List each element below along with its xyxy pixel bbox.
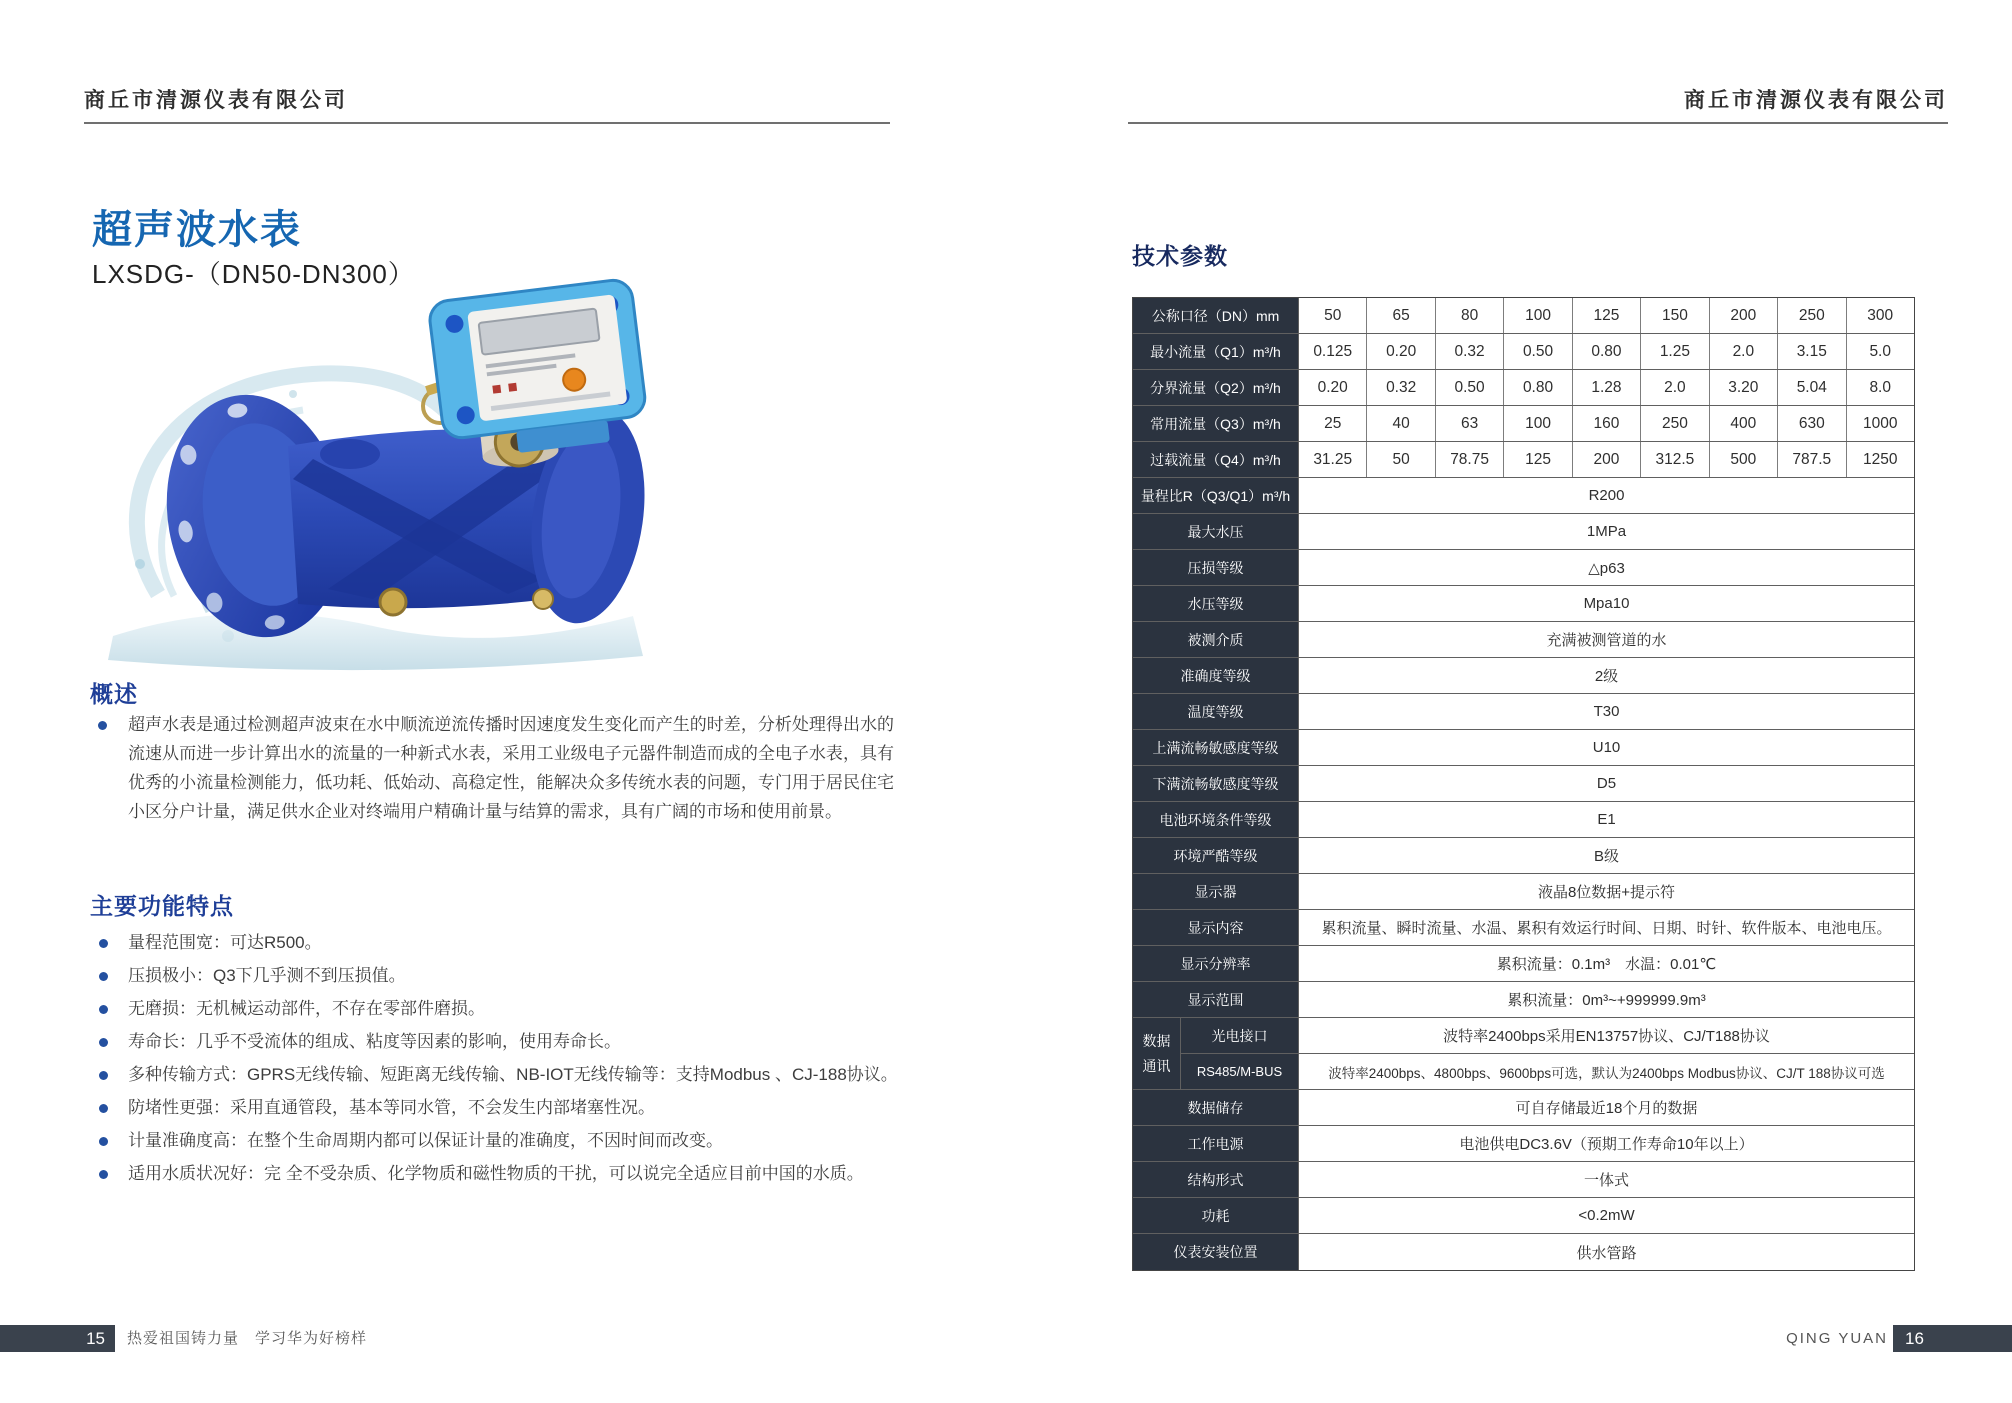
spec-row-label: 数据储存	[1133, 1090, 1299, 1125]
overview-block	[98, 710, 898, 826]
table-row	[1133, 586, 1914, 622]
product-photo	[88, 264, 658, 676]
footer-brand: QING YUAN	[1786, 1330, 1888, 1347]
spec-cell: 0.50	[1504, 334, 1572, 369]
spec-cell: 400	[1710, 406, 1778, 441]
table-row	[1133, 982, 1914, 1018]
table-row	[1133, 370, 1914, 406]
spec-cell: 787.5	[1778, 442, 1846, 477]
spec-row-label: 最小流量（Q1）m³/h	[1133, 334, 1299, 369]
spec-cell: 125	[1573, 298, 1641, 333]
spec-cell: 2.0	[1710, 334, 1778, 369]
spec-cell: 1250	[1862, 450, 1898, 468]
spec-row-label: 最大水压	[1133, 514, 1299, 549]
table-row	[1133, 622, 1914, 658]
feature-item: 无磨损：无机械运动部件，不存在零部件磨损。	[98, 994, 898, 1024]
spec-row-label: 压损等级	[1133, 550, 1299, 585]
spec-row-label: 光电接口	[1181, 1018, 1299, 1053]
page-number-left: 15	[0, 1325, 115, 1352]
spec-cell: 一体式	[1583, 1172, 1629, 1189]
feature-item: 寿命长：几乎不受流体的组成、粘度等因素的影响，使用寿命长。	[98, 1027, 898, 1057]
group-label-line: 数据	[1142, 1033, 1171, 1049]
table-row	[1133, 946, 1914, 982]
spec-cell: 5.0	[1869, 342, 1891, 360]
table-row	[1181, 1054, 1914, 1089]
spec-row-label: 被测介质	[1133, 622, 1299, 657]
overview-heading: 概述	[90, 681, 138, 707]
spec-cell: T30	[1593, 703, 1620, 720]
spec-cell: 0.80	[1573, 334, 1641, 369]
spec-cell: 500	[1710, 442, 1778, 477]
spec-cell: 125	[1504, 442, 1572, 477]
product-title: 超声波水表	[92, 208, 302, 252]
spec-cell: E1	[1597, 811, 1616, 828]
table-row	[1133, 730, 1914, 766]
table-row	[1133, 1162, 1914, 1198]
table-row	[1133, 442, 1914, 478]
spec-cell: 0.32	[1367, 370, 1435, 405]
spec-cell: 充满被测管道的水	[1546, 632, 1667, 649]
table-row	[1133, 1090, 1914, 1126]
spec-cell: Mpa10	[1583, 595, 1630, 612]
spec-row-label: 环境严酷等级	[1133, 838, 1299, 873]
group-label-line: 通讯	[1142, 1058, 1171, 1074]
spec-cell: 78.75	[1436, 442, 1504, 477]
feature-item: 计量准确度高：在整个生命周期内都可以保证计量的准确度，不因时间而改变。	[98, 1126, 898, 1156]
features-list	[98, 928, 898, 1192]
spec-cell: 200	[1573, 442, 1641, 477]
spec-cell: 150	[1641, 298, 1709, 333]
table-row	[1133, 406, 1914, 442]
spec-cell: R200	[1588, 487, 1625, 504]
spec-cell: 50	[1367, 442, 1435, 477]
spec-row-label: 仪表安装位置	[1133, 1234, 1299, 1270]
spec-cell: 65	[1367, 298, 1435, 333]
spec-row-label: 公称口径（DN）mm	[1133, 298, 1299, 333]
spec-cell: <0.2mW	[1578, 1207, 1635, 1224]
spec-row-label: 电池环境条件等级	[1133, 802, 1299, 837]
table-row	[1133, 298, 1914, 334]
spec-row-label: 量程比R（Q3/Q1）m³/h	[1133, 478, 1299, 513]
spec-cell: 波特率2400bps、4800bps、9600bps可选，默认为2400bps Modbus协议、CJ/T 188协议可选	[1328, 1065, 1885, 1081]
table-row	[1133, 1234, 1914, 1270]
spec-cell: 300	[1867, 306, 1894, 324]
table-row	[1133, 334, 1914, 370]
spec-cell: 1MPa	[1586, 523, 1627, 540]
bullet-dot	[98, 721, 107, 730]
spec-cell: 8.0	[1869, 378, 1891, 396]
spec-cell: 0.20	[1367, 334, 1435, 369]
spec-cell: 250	[1641, 406, 1709, 441]
spec-cell: △p63	[1588, 559, 1625, 577]
feature-item: 压损极小：Q3下几乎测不到压损值。	[98, 961, 898, 991]
spec-cell: 累积流量、瞬时流量、水温、累积有效运行时间、日期、时针、软件版本、电池电压。	[1321, 920, 1892, 937]
spec-cell: 0.50	[1436, 370, 1504, 405]
header-rule-right	[1128, 122, 1948, 124]
spec-cell: 1000	[1862, 414, 1898, 432]
water-puddle	[108, 613, 643, 670]
spec-row-label: 常用流量（Q3）m³/h	[1133, 406, 1299, 441]
header-rule-left	[84, 122, 890, 124]
spec-row-label: 显示范围	[1133, 982, 1299, 1017]
tech-params-heading: 技术参数	[1132, 243, 1228, 269]
spec-cell: 100	[1504, 406, 1572, 441]
spec-cell: 可自存储最近18个月的数据	[1515, 1100, 1698, 1117]
table-row	[1133, 694, 1914, 730]
spec-row-label: 温度等级	[1133, 694, 1299, 729]
spec-row-label: 显示分辨率	[1133, 946, 1299, 981]
table-row	[1133, 838, 1914, 874]
table-row	[1133, 658, 1914, 694]
spec-cell: 31.25	[1299, 442, 1367, 477]
spec-cell: 0.80	[1504, 370, 1572, 405]
footer-slogan: 热爱祖国铸力量 学习华为好榜样	[127, 1330, 368, 1347]
spec-cell: 电池供电DC3.6V（预期工作寿命10年以上）	[1459, 1136, 1754, 1153]
data-comm-group-label	[1133, 1018, 1181, 1089]
spec-row-label: 准确度等级	[1133, 658, 1299, 693]
spec-cell: 3.20	[1710, 370, 1778, 405]
spec-cell: 0.125	[1299, 334, 1367, 369]
feature-item: 多种传输方式：GPRS无线传输、短距离无线传输、NB-IOT无线传输等：支持Modbus 、CJ-188协议。	[98, 1060, 898, 1090]
spec-row-label: 功耗	[1133, 1198, 1299, 1233]
table-row	[1133, 514, 1914, 550]
spec-cell: 液晶8位数据+提示符	[1537, 884, 1676, 901]
table-row	[1133, 1126, 1914, 1162]
spec-row-label: RS485/M-BUS	[1181, 1054, 1299, 1089]
spec-cell: 供水管路	[1576, 1244, 1637, 1262]
spec-cell: 630	[1778, 406, 1846, 441]
table-row	[1133, 766, 1914, 802]
spec-cell: 5.04	[1778, 370, 1846, 405]
spec-row-label: 下满流畅敏感度等级	[1133, 766, 1299, 801]
company-header-left: 商丘市清源仪表有限公司	[84, 89, 348, 112]
spec-cell: 0.20	[1299, 370, 1367, 405]
table-row	[1181, 1018, 1914, 1054]
spec-cell: 312.5	[1641, 442, 1709, 477]
spec-cell: 1.25	[1641, 334, 1709, 369]
spec-cell: 250	[1778, 298, 1846, 333]
spec-cell: 160	[1573, 406, 1641, 441]
features-heading: 主要功能特点	[90, 893, 234, 919]
spec-row-label: 结构形式	[1133, 1162, 1299, 1197]
overview-text: 超声水表是通过检测超声波束在水中顺流逆流传播时因速度发生变化而产生的时差，分析处理得出水的流速从而进一步计算出水的流量的一种新式水表，采用工业级电子元器件制造而成的全电子水表，具有优秀的小流量检测能力，低功耗、低始动、高稳定性，能解决众多传统水表的问题，专门用于居民住宅小区分户计量，满足供水企业对终端用户精确计量与结算的需求，具有广阔的市场和使用前景。	[128, 715, 894, 821]
spec-row-label: 工作电源	[1133, 1126, 1299, 1161]
spec-cell: 0.32	[1436, 334, 1504, 369]
spec-row-label: 过载流量（Q4）m³/h	[1133, 442, 1299, 477]
spec-row-label: 显示内容	[1133, 910, 1299, 945]
table-row	[1133, 550, 1914, 586]
company-header-right: 商丘市清源仪表有限公司	[1684, 89, 1948, 112]
spec-cell: 63	[1436, 406, 1504, 441]
table-row	[1133, 478, 1914, 514]
spec-row-label: 上满流畅敏感度等级	[1133, 730, 1299, 765]
product-model: LXSDG-（DN50-DN300）	[92, 259, 415, 289]
feature-item: 防堵性更强：采用直通管段，基本等同水管，不会发生内部堵塞性况。	[98, 1093, 898, 1123]
table-row	[1133, 874, 1914, 910]
spec-cell: 100	[1504, 298, 1572, 333]
spec-cell: 累积流量：0.1m³ 水温：0.01℃	[1496, 956, 1717, 973]
table-row	[1133, 910, 1914, 946]
spec-cell: 3.15	[1778, 334, 1846, 369]
table-row	[1133, 1198, 1914, 1234]
spec-cell: 200	[1710, 298, 1778, 333]
spec-cell: 波特率2400bps采用EN13757协议、CJ/T188协议	[1443, 1028, 1770, 1045]
spec-row-label: 水压等级	[1133, 586, 1299, 621]
page-number-right: 16	[1893, 1325, 2012, 1352]
spec-cell: B级	[1593, 848, 1619, 865]
spec-table	[1132, 297, 1915, 1271]
data-comm-group	[1133, 1018, 1914, 1090]
spec-cell: U10	[1592, 739, 1621, 756]
spec-cell: 2.0	[1641, 370, 1709, 405]
table-row	[1133, 802, 1914, 838]
spec-cell: 40	[1367, 406, 1435, 441]
feature-item: 适用水质状况好：完 全不受杂质、化学物质和磁性物质的干扰，可以说完全适应目前中国的水质。	[98, 1159, 898, 1189]
spec-row-label: 分界流量（Q2）m³/h	[1133, 370, 1299, 405]
spec-cell: 累积流量：0m³~+999999.9m³	[1507, 992, 1706, 1009]
spec-cell: 50	[1299, 298, 1367, 333]
spec-cell: D5	[1596, 775, 1617, 792]
spec-cell: 80	[1436, 298, 1504, 333]
spec-cell: 25	[1299, 406, 1367, 441]
spec-cell: 1.28	[1573, 370, 1641, 405]
spec-cell: 2级	[1594, 668, 1619, 685]
spec-row-label: 显示器	[1133, 874, 1299, 909]
feature-item: 量程范围宽：可达R500。	[98, 928, 898, 958]
